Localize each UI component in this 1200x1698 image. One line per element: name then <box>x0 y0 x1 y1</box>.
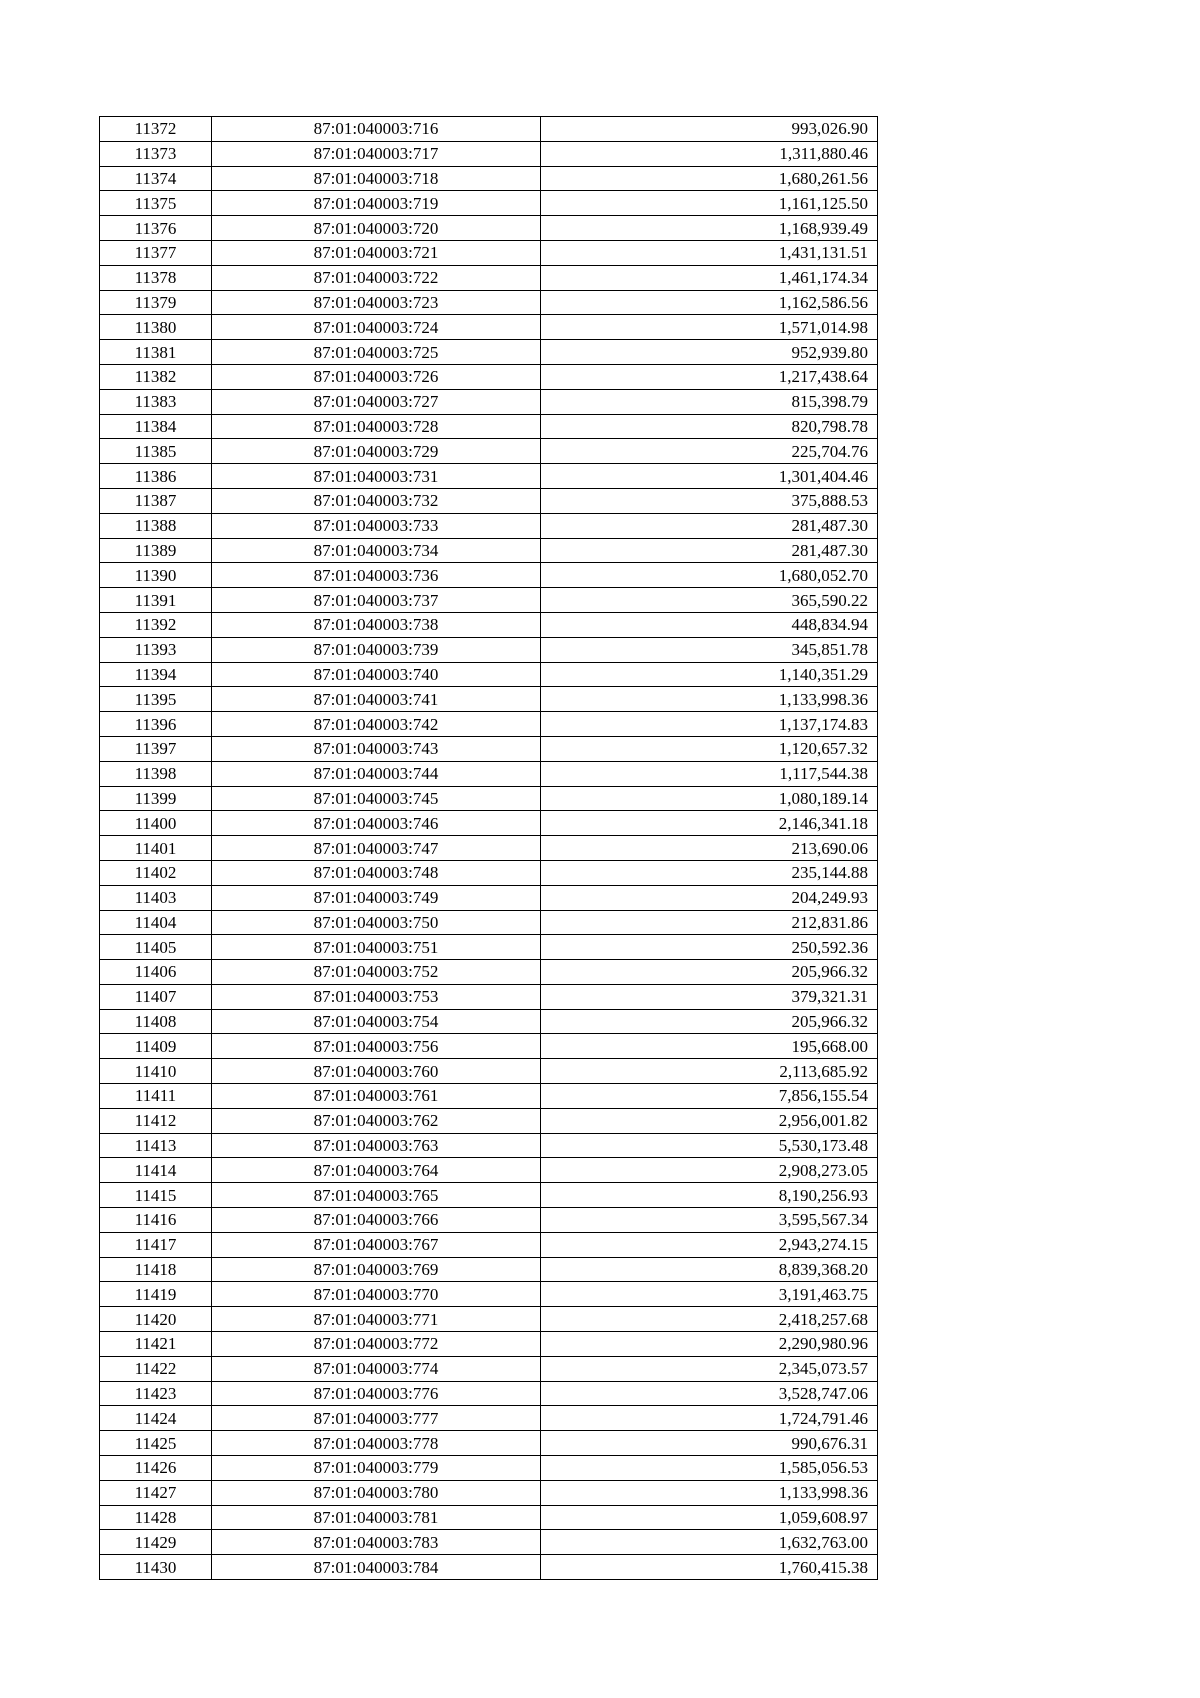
cadastral-number-cell: 87:01:040003:721 <box>212 240 541 265</box>
table-row <box>100 761 878 786</box>
cadastral-number-cell: 87:01:040003:741 <box>212 687 541 712</box>
table-row <box>100 1307 878 1332</box>
table-row <box>100 1183 878 1208</box>
table-row <box>100 1232 878 1257</box>
cadastral-number-cell: 87:01:040003:753 <box>212 984 541 1009</box>
value-cell: 1,217,438.64 <box>541 364 878 389</box>
table-row <box>100 464 878 489</box>
cadastral-number-cell: 87:01:040003:762 <box>212 1108 541 1133</box>
value-cell: 990,676.31 <box>541 1431 878 1456</box>
value-cell: 365,590.22 <box>541 588 878 613</box>
cadastral-number-cell: 87:01:040003:742 <box>212 712 541 737</box>
table-row <box>100 984 878 1009</box>
value-cell: 281,487.30 <box>541 538 878 563</box>
value-cell: 1,059,608.97 <box>541 1505 878 1530</box>
row-number-cell: 11378 <box>100 265 212 290</box>
row-number-cell: 11375 <box>100 191 212 216</box>
cadastral-number-cell: 87:01:040003:740 <box>212 662 541 687</box>
value-cell: 8,839,368.20 <box>541 1257 878 1282</box>
value-cell: 1,680,052.70 <box>541 563 878 588</box>
value-cell: 235,144.88 <box>541 860 878 885</box>
table-row <box>100 836 878 861</box>
data-table <box>99 116 878 1580</box>
table-row <box>100 860 878 885</box>
cadastral-number-cell: 87:01:040003:751 <box>212 935 541 960</box>
table-row <box>100 315 878 340</box>
table-row <box>100 1009 878 1034</box>
cadastral-number-cell: 87:01:040003:747 <box>212 836 541 861</box>
table-row <box>100 141 878 166</box>
row-number-cell: 11395 <box>100 687 212 712</box>
value-cell: 213,690.06 <box>541 836 878 861</box>
value-cell: 5,530,173.48 <box>541 1133 878 1158</box>
table-row <box>100 191 878 216</box>
cadastral-number-cell: 87:01:040003:761 <box>212 1084 541 1109</box>
row-number-cell: 11416 <box>100 1208 212 1233</box>
row-number-cell: 11386 <box>100 464 212 489</box>
row-number-cell: 11407 <box>100 984 212 1009</box>
row-number-cell: 11384 <box>100 414 212 439</box>
table-row <box>100 1332 878 1357</box>
table-row <box>100 1356 878 1381</box>
value-cell: 993,026.90 <box>541 117 878 142</box>
row-number-cell: 11374 <box>100 166 212 191</box>
row-number-cell: 11409 <box>100 1034 212 1059</box>
cadastral-number-cell: 87:01:040003:728 <box>212 414 541 439</box>
value-cell: 1,140,351.29 <box>541 662 878 687</box>
table-row <box>100 488 878 513</box>
value-cell: 195,668.00 <box>541 1034 878 1059</box>
cadastral-number-cell: 87:01:040003:763 <box>212 1133 541 1158</box>
cadastral-number-cell: 87:01:040003:769 <box>212 1257 541 1282</box>
cadastral-number-cell: 87:01:040003:719 <box>212 191 541 216</box>
cadastral-number-cell: 87:01:040003:744 <box>212 761 541 786</box>
row-number-cell: 11402 <box>100 860 212 885</box>
table-row <box>100 687 878 712</box>
cadastral-number-cell: 87:01:040003:760 <box>212 1059 541 1084</box>
value-cell: 1,120,657.32 <box>541 736 878 761</box>
value-cell: 1,168,939.49 <box>541 216 878 241</box>
row-number-cell: 11420 <box>100 1307 212 1332</box>
row-number-cell: 11414 <box>100 1158 212 1183</box>
table-row <box>100 1034 878 1059</box>
row-number-cell: 11408 <box>100 1009 212 1034</box>
row-number-cell: 11388 <box>100 513 212 538</box>
row-number-cell: 11397 <box>100 736 212 761</box>
cadastral-number-cell: 87:01:040003:776 <box>212 1381 541 1406</box>
value-cell: 281,487.30 <box>541 513 878 538</box>
value-cell: 1,431,131.51 <box>541 240 878 265</box>
row-number-cell: 11385 <box>100 439 212 464</box>
table-row <box>100 935 878 960</box>
value-cell: 952,939.80 <box>541 340 878 365</box>
value-cell: 1,571,014.98 <box>541 315 878 340</box>
cadastral-number-cell: 87:01:040003:764 <box>212 1158 541 1183</box>
row-number-cell: 11377 <box>100 240 212 265</box>
row-number-cell: 11430 <box>100 1555 212 1580</box>
value-cell: 1,585,056.53 <box>541 1456 878 1481</box>
value-cell: 2,113,685.92 <box>541 1059 878 1084</box>
row-number-cell: 11380 <box>100 315 212 340</box>
value-cell: 225,704.76 <box>541 439 878 464</box>
value-cell: 2,956,001.82 <box>541 1108 878 1133</box>
cadastral-number-cell: 87:01:040003:784 <box>212 1555 541 1580</box>
cadastral-number-cell: 87:01:040003:765 <box>212 1183 541 1208</box>
row-number-cell: 11376 <box>100 216 212 241</box>
cadastral-number-cell: 87:01:040003:750 <box>212 910 541 935</box>
cadastral-number-cell: 87:01:040003:726 <box>212 364 541 389</box>
table-row <box>100 563 878 588</box>
value-cell: 1,632,763.00 <box>541 1530 878 1555</box>
value-cell: 204,249.93 <box>541 885 878 910</box>
row-number-cell: 11382 <box>100 364 212 389</box>
cadastral-number-cell: 87:01:040003:723 <box>212 290 541 315</box>
row-number-cell: 11422 <box>100 1356 212 1381</box>
table-row <box>100 414 878 439</box>
cadastral-number-cell: 87:01:040003:743 <box>212 736 541 761</box>
row-number-cell: 11406 <box>100 960 212 985</box>
cadastral-number-cell: 87:01:040003:738 <box>212 612 541 637</box>
value-cell: 1,137,174.83 <box>541 712 878 737</box>
table-row <box>100 910 878 935</box>
value-cell: 2,908,273.05 <box>541 1158 878 1183</box>
row-number-cell: 11412 <box>100 1108 212 1133</box>
table-row <box>100 1158 878 1183</box>
cadastral-number-cell: 87:01:040003:767 <box>212 1232 541 1257</box>
value-cell: 2,290,980.96 <box>541 1332 878 1357</box>
value-cell: 205,966.32 <box>541 1009 878 1034</box>
value-cell: 2,943,274.15 <box>541 1232 878 1257</box>
cadastral-number-cell: 87:01:040003:778 <box>212 1431 541 1456</box>
row-number-cell: 11426 <box>100 1456 212 1481</box>
row-number-cell: 11403 <box>100 885 212 910</box>
row-number-cell: 11372 <box>100 117 212 142</box>
cadastral-number-cell: 87:01:040003:749 <box>212 885 541 910</box>
table-row <box>100 1108 878 1133</box>
value-cell: 212,831.86 <box>541 910 878 935</box>
cadastral-number-cell: 87:01:040003:722 <box>212 265 541 290</box>
table-row <box>100 786 878 811</box>
table-row <box>100 290 878 315</box>
value-cell: 1,724,791.46 <box>541 1406 878 1431</box>
table-body <box>100 117 878 1580</box>
value-cell: 820,798.78 <box>541 414 878 439</box>
row-number-cell: 11399 <box>100 786 212 811</box>
table-row <box>100 1059 878 1084</box>
row-number-cell: 11417 <box>100 1232 212 1257</box>
row-number-cell: 11390 <box>100 563 212 588</box>
table-row <box>100 389 878 414</box>
value-cell: 205,966.32 <box>541 960 878 985</box>
row-number-cell: 11392 <box>100 612 212 637</box>
value-cell: 2,146,341.18 <box>541 811 878 836</box>
row-number-cell: 11387 <box>100 488 212 513</box>
row-number-cell: 11393 <box>100 637 212 662</box>
table-row <box>100 364 878 389</box>
value-cell: 1,117,544.38 <box>541 761 878 786</box>
cadastral-number-cell: 87:01:040003:781 <box>212 1505 541 1530</box>
cadastral-number-cell: 87:01:040003:777 <box>212 1406 541 1431</box>
table-row <box>100 1555 878 1580</box>
cadastral-number-cell: 87:01:040003:727 <box>212 389 541 414</box>
table-row <box>100 1431 878 1456</box>
table-row <box>100 712 878 737</box>
table-row <box>100 439 878 464</box>
cadastral-number-cell: 87:01:040003:780 <box>212 1480 541 1505</box>
cadastral-number-cell: 87:01:040003:732 <box>212 488 541 513</box>
value-cell: 1,760,415.38 <box>541 1555 878 1580</box>
value-cell: 1,133,998.36 <box>541 1480 878 1505</box>
row-number-cell: 11405 <box>100 935 212 960</box>
value-cell: 3,191,463.75 <box>541 1282 878 1307</box>
table-row <box>100 216 878 241</box>
table-row <box>100 1381 878 1406</box>
value-cell: 2,418,257.68 <box>541 1307 878 1332</box>
row-number-cell: 11401 <box>100 836 212 861</box>
value-cell: 1,461,174.34 <box>541 265 878 290</box>
value-cell: 3,595,567.34 <box>541 1208 878 1233</box>
cadastral-number-cell: 87:01:040003:739 <box>212 637 541 662</box>
row-number-cell: 11424 <box>100 1406 212 1431</box>
row-number-cell: 11383 <box>100 389 212 414</box>
value-cell: 1,162,586.56 <box>541 290 878 315</box>
cadastral-number-cell: 87:01:040003:746 <box>212 811 541 836</box>
table-row <box>100 736 878 761</box>
row-number-cell: 11379 <box>100 290 212 315</box>
value-cell: 1,080,189.14 <box>541 786 878 811</box>
row-number-cell: 11421 <box>100 1332 212 1357</box>
table-row <box>100 117 878 142</box>
cadastral-number-cell: 87:01:040003:752 <box>212 960 541 985</box>
row-number-cell: 11429 <box>100 1530 212 1555</box>
table-row <box>100 340 878 365</box>
value-cell: 815,398.79 <box>541 389 878 414</box>
cadastral-number-cell: 87:01:040003:716 <box>212 117 541 142</box>
value-cell: 1,311,880.46 <box>541 141 878 166</box>
value-cell: 1,161,125.50 <box>541 191 878 216</box>
table-row <box>100 538 878 563</box>
cadastral-number-cell: 87:01:040003:774 <box>212 1356 541 1381</box>
table-row <box>100 240 878 265</box>
cadastral-number-cell: 87:01:040003:770 <box>212 1282 541 1307</box>
cadastral-number-cell: 87:01:040003:771 <box>212 1307 541 1332</box>
value-cell: 448,834.94 <box>541 612 878 637</box>
cadastral-number-cell: 87:01:040003:729 <box>212 439 541 464</box>
cadastral-number-cell: 87:01:040003:779 <box>212 1456 541 1481</box>
value-cell: 2,345,073.57 <box>541 1356 878 1381</box>
cadastral-number-cell: 87:01:040003:718 <box>212 166 541 191</box>
row-number-cell: 11396 <box>100 712 212 737</box>
table-row <box>100 662 878 687</box>
row-number-cell: 11425 <box>100 1431 212 1456</box>
table-row <box>100 1480 878 1505</box>
row-number-cell: 11415 <box>100 1183 212 1208</box>
row-number-cell: 11394 <box>100 662 212 687</box>
cadastral-number-cell: 87:01:040003:737 <box>212 588 541 613</box>
table-row <box>100 960 878 985</box>
cadastral-number-cell: 87:01:040003:766 <box>212 1208 541 1233</box>
row-number-cell: 11404 <box>100 910 212 935</box>
value-cell: 345,851.78 <box>541 637 878 662</box>
value-cell: 250,592.36 <box>541 935 878 960</box>
row-number-cell: 11413 <box>100 1133 212 1158</box>
table-row <box>100 1084 878 1109</box>
value-cell: 379,321.31 <box>541 984 878 1009</box>
table-row <box>100 513 878 538</box>
table-row <box>100 811 878 836</box>
cadastral-number-cell: 87:01:040003:754 <box>212 1009 541 1034</box>
table-row <box>100 1456 878 1481</box>
cadastral-number-cell: 87:01:040003:772 <box>212 1332 541 1357</box>
row-number-cell: 11410 <box>100 1059 212 1084</box>
cadastral-number-cell: 87:01:040003:756 <box>212 1034 541 1059</box>
table-row <box>100 885 878 910</box>
table-row <box>100 637 878 662</box>
table-row <box>100 1133 878 1158</box>
value-cell: 1,301,404.46 <box>541 464 878 489</box>
row-number-cell: 11423 <box>100 1381 212 1406</box>
value-cell: 1,133,998.36 <box>541 687 878 712</box>
value-cell: 3,528,747.06 <box>541 1381 878 1406</box>
cadastral-number-cell: 87:01:040003:724 <box>212 315 541 340</box>
row-number-cell: 11428 <box>100 1505 212 1530</box>
row-number-cell: 11389 <box>100 538 212 563</box>
cadastral-number-cell: 87:01:040003:733 <box>212 513 541 538</box>
table-row <box>100 588 878 613</box>
table-row <box>100 265 878 290</box>
row-number-cell: 11427 <box>100 1480 212 1505</box>
table-row <box>100 1505 878 1530</box>
cadastral-number-cell: 87:01:040003:734 <box>212 538 541 563</box>
table-row <box>100 1282 878 1307</box>
row-number-cell: 11391 <box>100 588 212 613</box>
value-cell: 375,888.53 <box>541 488 878 513</box>
table-row <box>100 612 878 637</box>
cadastral-number-cell: 87:01:040003:717 <box>212 141 541 166</box>
cadastral-number-cell: 87:01:040003:720 <box>212 216 541 241</box>
table-row <box>100 166 878 191</box>
value-cell: 7,856,155.54 <box>541 1084 878 1109</box>
table-row <box>100 1208 878 1233</box>
table-row <box>100 1530 878 1555</box>
value-cell: 1,680,261.56 <box>541 166 878 191</box>
cadastral-number-cell: 87:01:040003:748 <box>212 860 541 885</box>
table-row <box>100 1257 878 1282</box>
cadastral-number-cell: 87:01:040003:783 <box>212 1530 541 1555</box>
cadastral-number-cell: 87:01:040003:745 <box>212 786 541 811</box>
row-number-cell: 11418 <box>100 1257 212 1282</box>
cadastral-number-cell: 87:01:040003:731 <box>212 464 541 489</box>
row-number-cell: 11381 <box>100 340 212 365</box>
row-number-cell: 11400 <box>100 811 212 836</box>
table-row <box>100 1406 878 1431</box>
row-number-cell: 11398 <box>100 761 212 786</box>
row-number-cell: 11411 <box>100 1084 212 1109</box>
row-number-cell: 11373 <box>100 141 212 166</box>
value-cell: 8,190,256.93 <box>541 1183 878 1208</box>
cadastral-number-cell: 87:01:040003:725 <box>212 340 541 365</box>
row-number-cell: 11419 <box>100 1282 212 1307</box>
cadastral-number-cell: 87:01:040003:736 <box>212 563 541 588</box>
